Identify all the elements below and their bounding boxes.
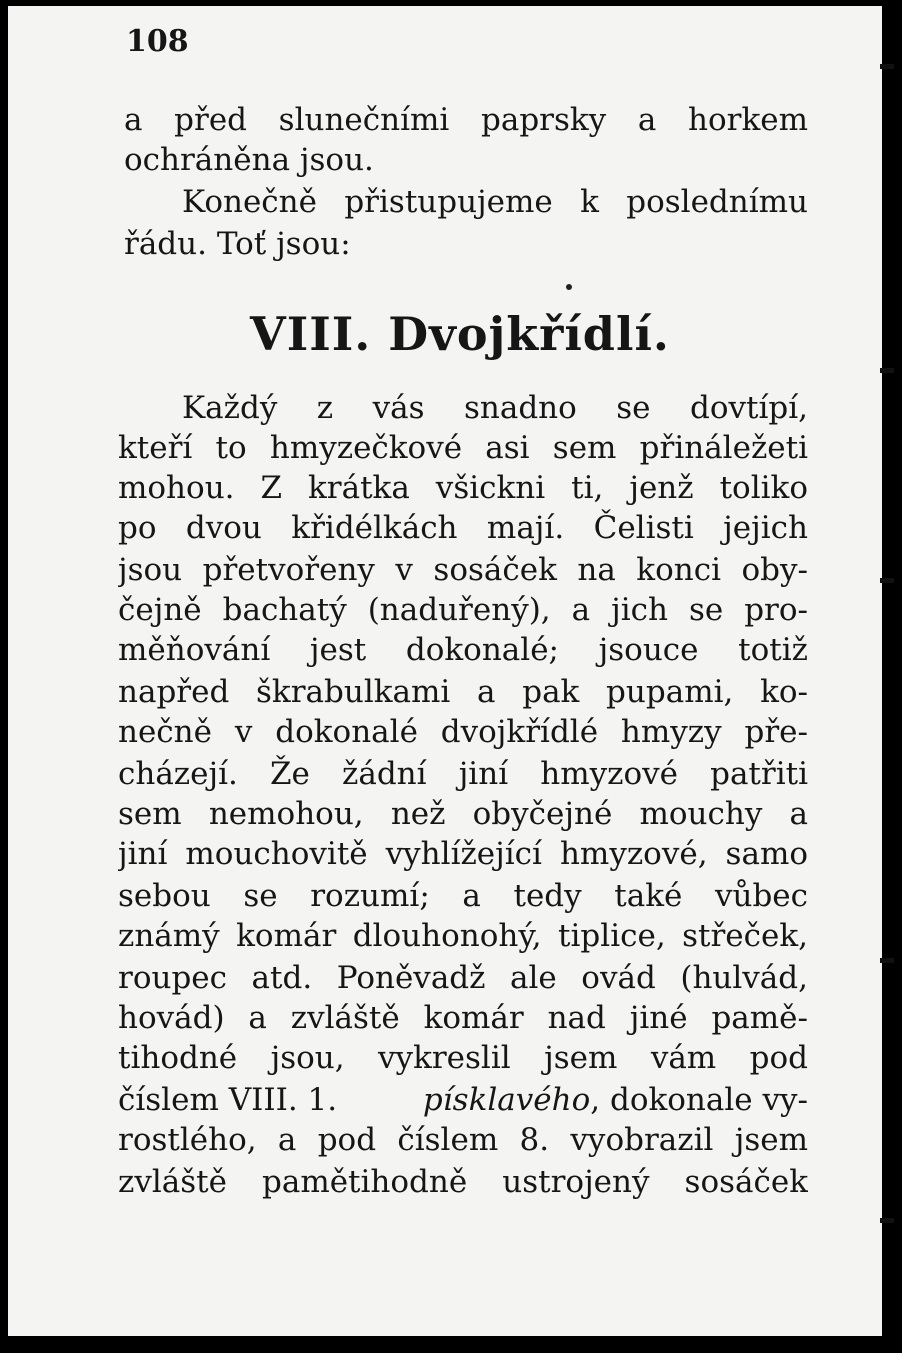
body-line: sem nemohou, než obyčejné mouchy a (118, 796, 808, 832)
body-line: hovád) a zvláště komár nad jiné pamě- (118, 1000, 808, 1036)
body-line: nečně v dokonalé dvojkřídlé hmyzy pře- (118, 714, 808, 750)
edge-tick (880, 578, 894, 583)
intro-line: řádu. Toť jsou: (124, 226, 351, 262)
body-line-tail: , dokonale vy- (590, 1082, 808, 1118)
body-line: cházejí. Že žádní jiní hmyzové patřiti (118, 756, 808, 792)
intro-line: Konečně přistupujeme k poslednímu (182, 184, 808, 220)
body-line: měňování jest dokonalé; jsouce totiž (118, 632, 808, 668)
body-line: známý komár dlouhonohý, tiplice, střeček, (118, 918, 808, 954)
body-line: čejně bachatý (naduřený), a jich se pro- (118, 592, 808, 628)
ink-dot (566, 284, 572, 290)
body-line: sebou se rozumí; a tedy také vůbec (118, 878, 808, 914)
page-edge-bar (886, 40, 891, 1330)
body-line: mohou. Z krátka všickni ti, jenž toliko (118, 470, 808, 506)
body-line-end (423, 1080, 808, 1120)
edge-tick (880, 1218, 894, 1223)
page-number: 108 (126, 24, 189, 59)
body-line: Každý z vás snadno se dovtípí, (182, 390, 808, 426)
body-line: roupec atd. Poněvadž ale ovád (hulvád, (118, 960, 808, 996)
body-line-start: číslem VIII. 1. (118, 1082, 338, 1118)
body-line-mixed (118, 1080, 808, 1120)
body-line: tihodné jsou, vykreslil jsem vám pod (118, 1040, 808, 1076)
body-line: po dvou křidélkách mají. Čelisti jejich (118, 510, 808, 546)
body-line: rostlého, a pod číslem 8. vyobrazil jsem (118, 1122, 808, 1158)
body-line: jsou přetvořeny v sosáček na konci oby- (118, 552, 808, 588)
body-line: zvláště pamětihodně ustrojený sosáček (118, 1164, 808, 1200)
edge-tick (880, 64, 894, 69)
intro-line: a před slunečními paprsky a horkem (124, 102, 808, 138)
edge-tick (880, 368, 894, 373)
body-line: kteří to hmyzečkové asi sem přináležeti (118, 430, 808, 466)
italic-word: písklavého (422, 1082, 591, 1118)
section-heading: VIII. Dvojkřídlí. (250, 307, 670, 361)
intro-line: ochráněna jsou. (124, 142, 374, 178)
body-line: jiní mouchovitě vyhlížející hmyzové, samo (118, 836, 808, 872)
edge-tick (880, 958, 894, 963)
body-line: napřed škrabulkami a pak pupami, ko- (118, 674, 808, 710)
